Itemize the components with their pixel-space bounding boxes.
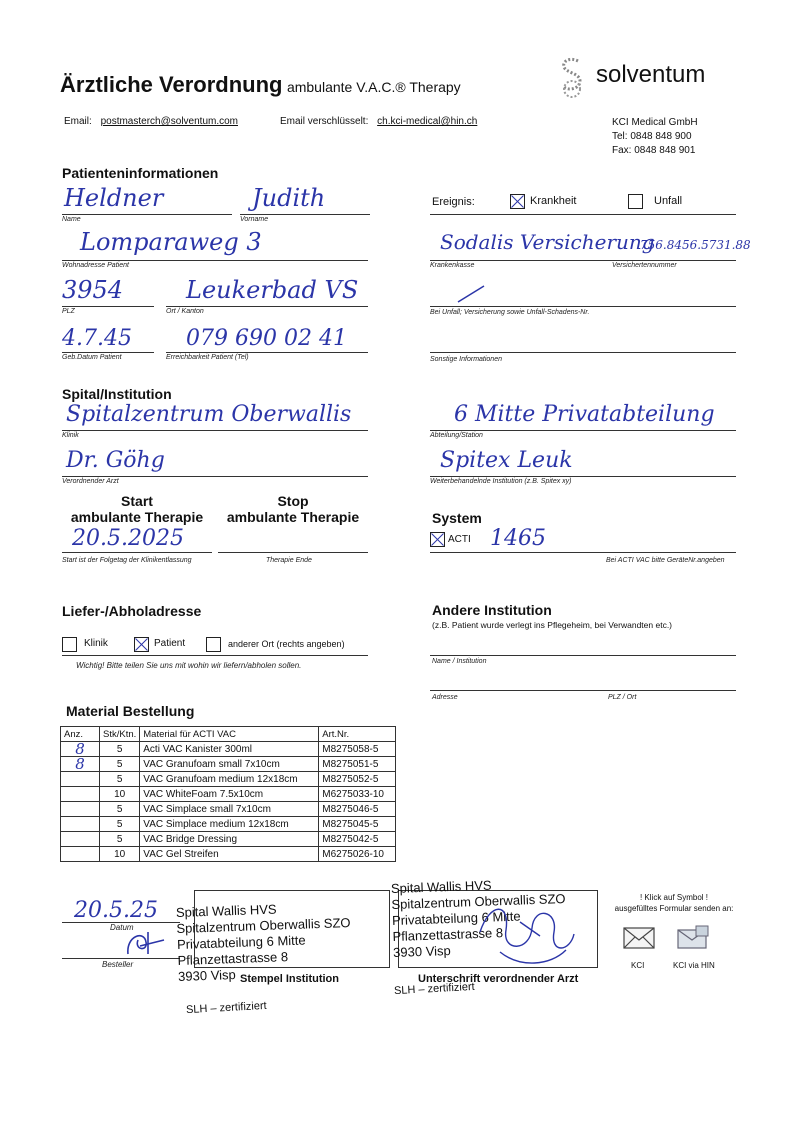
email-enc-label: Email verschlüsselt:	[280, 116, 369, 127]
solventum-logo	[556, 55, 726, 100]
patient-vorname-label: Vorname	[240, 216, 269, 223]
material-table	[60, 726, 396, 862]
kci-hin-label: KCI via HIN	[673, 961, 715, 970]
other-inst-addr-label: Adresse	[432, 694, 458, 701]
table-row	[61, 772, 396, 787]
stamp1-cert: SLH – zertifiziert	[185, 999, 267, 1017]
stamp1-line-3: Privatabteilung 6 Mitte	[176, 932, 306, 953]
start-title-2: ambulante Therapie	[70, 509, 204, 525]
ort-line	[166, 306, 368, 307]
material-stk-cell: 5	[100, 802, 140, 817]
stempel-label: Stempel Institution	[240, 973, 339, 985]
delivery-line	[62, 655, 368, 656]
station-line	[430, 430, 736, 431]
material-name-cell: VAC Simplace small 7x10cm	[140, 802, 319, 817]
patient-vorname-value: Judith	[252, 184, 326, 212]
datum-label: Datum	[110, 923, 134, 932]
klinik-line	[62, 430, 368, 431]
unfall-info-label: Bei Unfall; Versicherung sowie Unfall-Schadens-Nr.	[430, 309, 590, 316]
unfall-checkbox[interactable]	[628, 194, 643, 209]
material-name-cell: VAC Granufoam medium 12x18cm	[140, 772, 319, 787]
material-artnr-cell: M8275046-5	[319, 802, 396, 817]
table-row	[61, 787, 396, 802]
form-title	[60, 72, 461, 98]
col-anz: Anz.	[61, 727, 100, 742]
arzt-label: Verordnender Arzt	[62, 478, 119, 485]
email-enc-line	[280, 116, 477, 127]
stop-title-2: ambulante Therapie	[226, 509, 360, 525]
event-label: Ereignis:	[432, 196, 475, 208]
besteller-signature	[120, 926, 170, 958]
unfall-strike	[456, 284, 486, 304]
arzt-value: Dr. Göhg	[66, 448, 165, 473]
plz-line	[62, 306, 154, 307]
title-main: Ärztliche Verordnung	[60, 72, 283, 97]
stop-title-1: Stop	[277, 493, 309, 509]
material-artnr-cell: M8275051-5	[319, 757, 396, 772]
other-inst-name-label: Name / Institution	[432, 658, 487, 665]
email-line	[64, 116, 238, 127]
company-fax: Fax: 0848 848 901	[612, 145, 696, 156]
sonstige-label: Sonstige Informationen	[430, 356, 502, 363]
send-block	[604, 892, 744, 914]
stamp1-line-5: 3930 Visp	[177, 967, 236, 985]
patient-name-label: Name	[62, 216, 81, 223]
col-material: Material für ACTI VAC	[140, 727, 319, 742]
kci-send-button[interactable]	[622, 924, 656, 952]
material-artnr-cell: M8275042-5	[319, 832, 396, 847]
kasse-line	[430, 260, 736, 261]
delivery-section-title: Liefer-/Abholadresse	[62, 603, 202, 619]
unfall-label: Unfall	[654, 195, 683, 207]
material-qty-cell[interactable]	[61, 817, 100, 832]
station-value: 6 Mitte Privatabteilung	[454, 402, 715, 427]
material-stk-cell: 5	[100, 772, 140, 787]
patient-name-value: Heldner	[64, 184, 164, 212]
table-row	[61, 847, 396, 862]
table-row	[61, 832, 396, 847]
stop-note: Therapie Ende	[266, 557, 312, 564]
material-stk-cell: 10	[100, 847, 140, 862]
patient-ort-value: Leukerbad VS	[186, 276, 359, 304]
footer-date-value: 20.5.25	[74, 898, 158, 923]
versnr-value: 756.8456.5731.88	[640, 238, 751, 252]
vorname-line	[240, 214, 370, 215]
start-note: Start ist der Folgetag der Klinikentlassung	[62, 557, 192, 564]
table-row	[61, 742, 396, 757]
other-inst-addr-line	[430, 690, 736, 691]
send-text-1: ! Klick auf Symbol !	[639, 893, 709, 902]
material-name-cell: VAC Bridge Dressing	[140, 832, 319, 847]
address-line	[62, 260, 368, 261]
other-inst-name-line	[430, 655, 736, 656]
company-block	[612, 116, 698, 158]
acti-checkbox[interactable]	[430, 532, 445, 547]
delivery-patient-label: Patient	[154, 638, 186, 649]
patient-tel-label: Erreichbarkeit Patient (Tel)	[166, 354, 249, 361]
material-name-cell: VAC WhiteFoam 7.5x10cm	[140, 787, 319, 802]
material-name-cell: Acti VAC Kanister 300ml	[140, 742, 319, 757]
kasse-label: Krankenkasse	[430, 262, 475, 269]
patient-address-value: Lomparaweg 3	[80, 228, 262, 256]
other-inst-plz-label: PLZ / Ort	[608, 694, 637, 701]
system-title: System	[432, 510, 482, 526]
material-artnr-cell: M6275026-10	[319, 847, 396, 862]
email-enc-link[interactable]: ch.kci-medical@hin.ch	[377, 116, 478, 127]
patient-tel-value: 079 690 02 41	[186, 326, 347, 351]
material-stk-cell: 5	[100, 817, 140, 832]
patient-dob-label: Geb.Datum Patient	[62, 354, 122, 361]
stamp2-line-2: Spitalzentrum Oberwallis SZO	[391, 890, 566, 913]
material-artnr-cell: M6275033-10	[319, 787, 396, 802]
table-row	[61, 757, 396, 772]
stop-line	[218, 552, 368, 553]
delivery-other-label: anderer Ort (rechts angeben)	[228, 639, 345, 649]
material-name-cell: VAC Simplace medium 12x18cm	[140, 817, 319, 832]
other-inst-note: (z.B. Patient wurde verlegt ins Pflegeheim, bei Verwandten etc.)	[432, 620, 673, 630]
stamp2-cert: SLH – zertifiziert	[393, 980, 475, 998]
table-row	[61, 817, 396, 832]
material-qty-cell[interactable]	[61, 802, 100, 817]
material-stk-cell: 5	[100, 742, 140, 757]
acti-number-value: 1465	[490, 526, 546, 551]
send-text-2: ausgefülltes Formular senden an:	[614, 904, 734, 913]
delivery-patient-checkbox[interactable]	[134, 637, 149, 652]
dob-line	[62, 352, 154, 353]
krankheit-checkbox[interactable]	[510, 194, 525, 209]
patient-plz-value: 3954	[62, 276, 124, 304]
station-label: Abteilung/Station	[430, 432, 483, 439]
stamp2-line-5: 3930 Visp	[392, 943, 451, 961]
delivery-other-checkbox[interactable]	[206, 637, 221, 652]
company-tel: Tel: 0848 848 900	[612, 131, 692, 142]
col-stk: Stk/Ktn.	[100, 727, 140, 742]
email-link[interactable]: postmasterch@solventum.com	[100, 116, 238, 127]
material-artnr-cell: M8275045-5	[319, 817, 396, 832]
klinik-value: Spitalzentrum Oberwallis	[66, 402, 352, 427]
patient-dob-value: 4.7.45	[62, 326, 132, 351]
company-name: KCI Medical GmbH	[612, 117, 698, 128]
weiter-label: Weiterbehandelnde Institution (z.B. Spitex xy)	[430, 478, 572, 485]
material-qty-cell[interactable]: 8	[61, 757, 100, 772]
start-title-1: Start	[121, 493, 153, 509]
material-section-title: Material Bestellung	[66, 703, 195, 719]
kci-label: KCI	[631, 961, 645, 970]
kasse-value: Sodalis Versicherung	[440, 230, 655, 254]
system-line	[430, 552, 736, 553]
email-label: Email:	[64, 116, 92, 127]
material-stk-cell: 10	[100, 787, 140, 802]
material-stk-cell: 5	[100, 832, 140, 847]
doctor-signature	[470, 892, 580, 972]
material-qty-cell[interactable]	[61, 772, 100, 787]
start-date-value: 20.5.2025	[72, 526, 184, 551]
material-qty-cell[interactable]	[61, 832, 100, 847]
stamp1-line-2: Spitalzentrum Oberwallis SZO	[176, 914, 351, 937]
other-inst-title: Andere Institution	[432, 602, 552, 618]
weiter-value: Spitex Leuk	[440, 448, 573, 473]
material-header-row	[61, 727, 396, 742]
besteller-label: Besteller	[102, 960, 134, 969]
unfall-line	[430, 306, 736, 307]
klinik-label: Klinik	[62, 432, 79, 439]
event-line	[430, 214, 736, 215]
patient-plz-label: PLZ	[62, 308, 75, 315]
brand-name: solventum	[596, 61, 706, 88]
weiter-line	[430, 476, 736, 477]
stamp2-line-3: Privatabteilung 6 Mitte	[391, 908, 521, 929]
stamp2-line-4: Pflanzettastrasse 8	[392, 925, 504, 945]
acti-label: ACTI	[448, 534, 471, 545]
sonstige-line	[430, 352, 736, 353]
versnr-label: Versichertennummer	[612, 262, 677, 269]
material-stk-cell: 5	[100, 757, 140, 772]
material-qty-cell[interactable]	[61, 847, 100, 862]
spital-section-title: Spital/Institution	[62, 386, 172, 402]
stamp1-line-1: Spital Wallis HVS	[175, 901, 277, 921]
mail-icon	[622, 924, 656, 952]
material-qty-cell[interactable]: 8	[61, 742, 100, 757]
unterschrift-label: Unterschrift verordnender Arzt	[418, 973, 579, 985]
stamp1-line-4: Pflanzettastrasse 8	[177, 949, 289, 969]
table-row	[61, 802, 396, 817]
material-name-cell: VAC Granufoam small 7x10cm	[140, 757, 319, 772]
material-name-cell: VAC Gel Streifen	[140, 847, 319, 862]
col-artnr: Art.Nr.	[319, 727, 396, 742]
stamp2-line-1: Spital Wallis HVS	[390, 877, 492, 897]
arzt-line	[62, 476, 368, 477]
delivery-klinik-label: Klinik	[84, 638, 108, 649]
material-artnr-cell: M8275052-5	[319, 772, 396, 787]
delivery-klinik-checkbox[interactable]	[62, 637, 77, 652]
kci-hin-send-button[interactable]	[676, 924, 710, 952]
stop-title	[218, 493, 368, 525]
delivery-note: Wichtig! Bitte teilen Sie uns mit wohin wir liefern/abholen sollen.	[76, 661, 302, 670]
mail-hin-icon	[676, 924, 710, 952]
krankheit-label: Krankheit	[530, 195, 577, 207]
name-line	[62, 214, 232, 215]
tel-line	[166, 352, 368, 353]
start-line	[62, 552, 212, 553]
patient-section-title: Patienteninformationen	[62, 165, 219, 181]
start-title	[62, 493, 212, 525]
besteller-line	[62, 958, 180, 959]
material-qty-cell[interactable]	[61, 787, 100, 802]
patient-address-label: Wohnadresse Patient	[62, 262, 129, 269]
solventum-mark-icon	[556, 55, 590, 99]
title-sub: ambulante V.A.C.® Therapy	[286, 79, 461, 95]
material-artnr-cell: M8275058-5	[319, 742, 396, 757]
system-note: Bei ACTI VAC bitte GeräteNr.angeben	[606, 557, 725, 564]
patient-ort-label: Ort / Kanton	[166, 308, 204, 315]
